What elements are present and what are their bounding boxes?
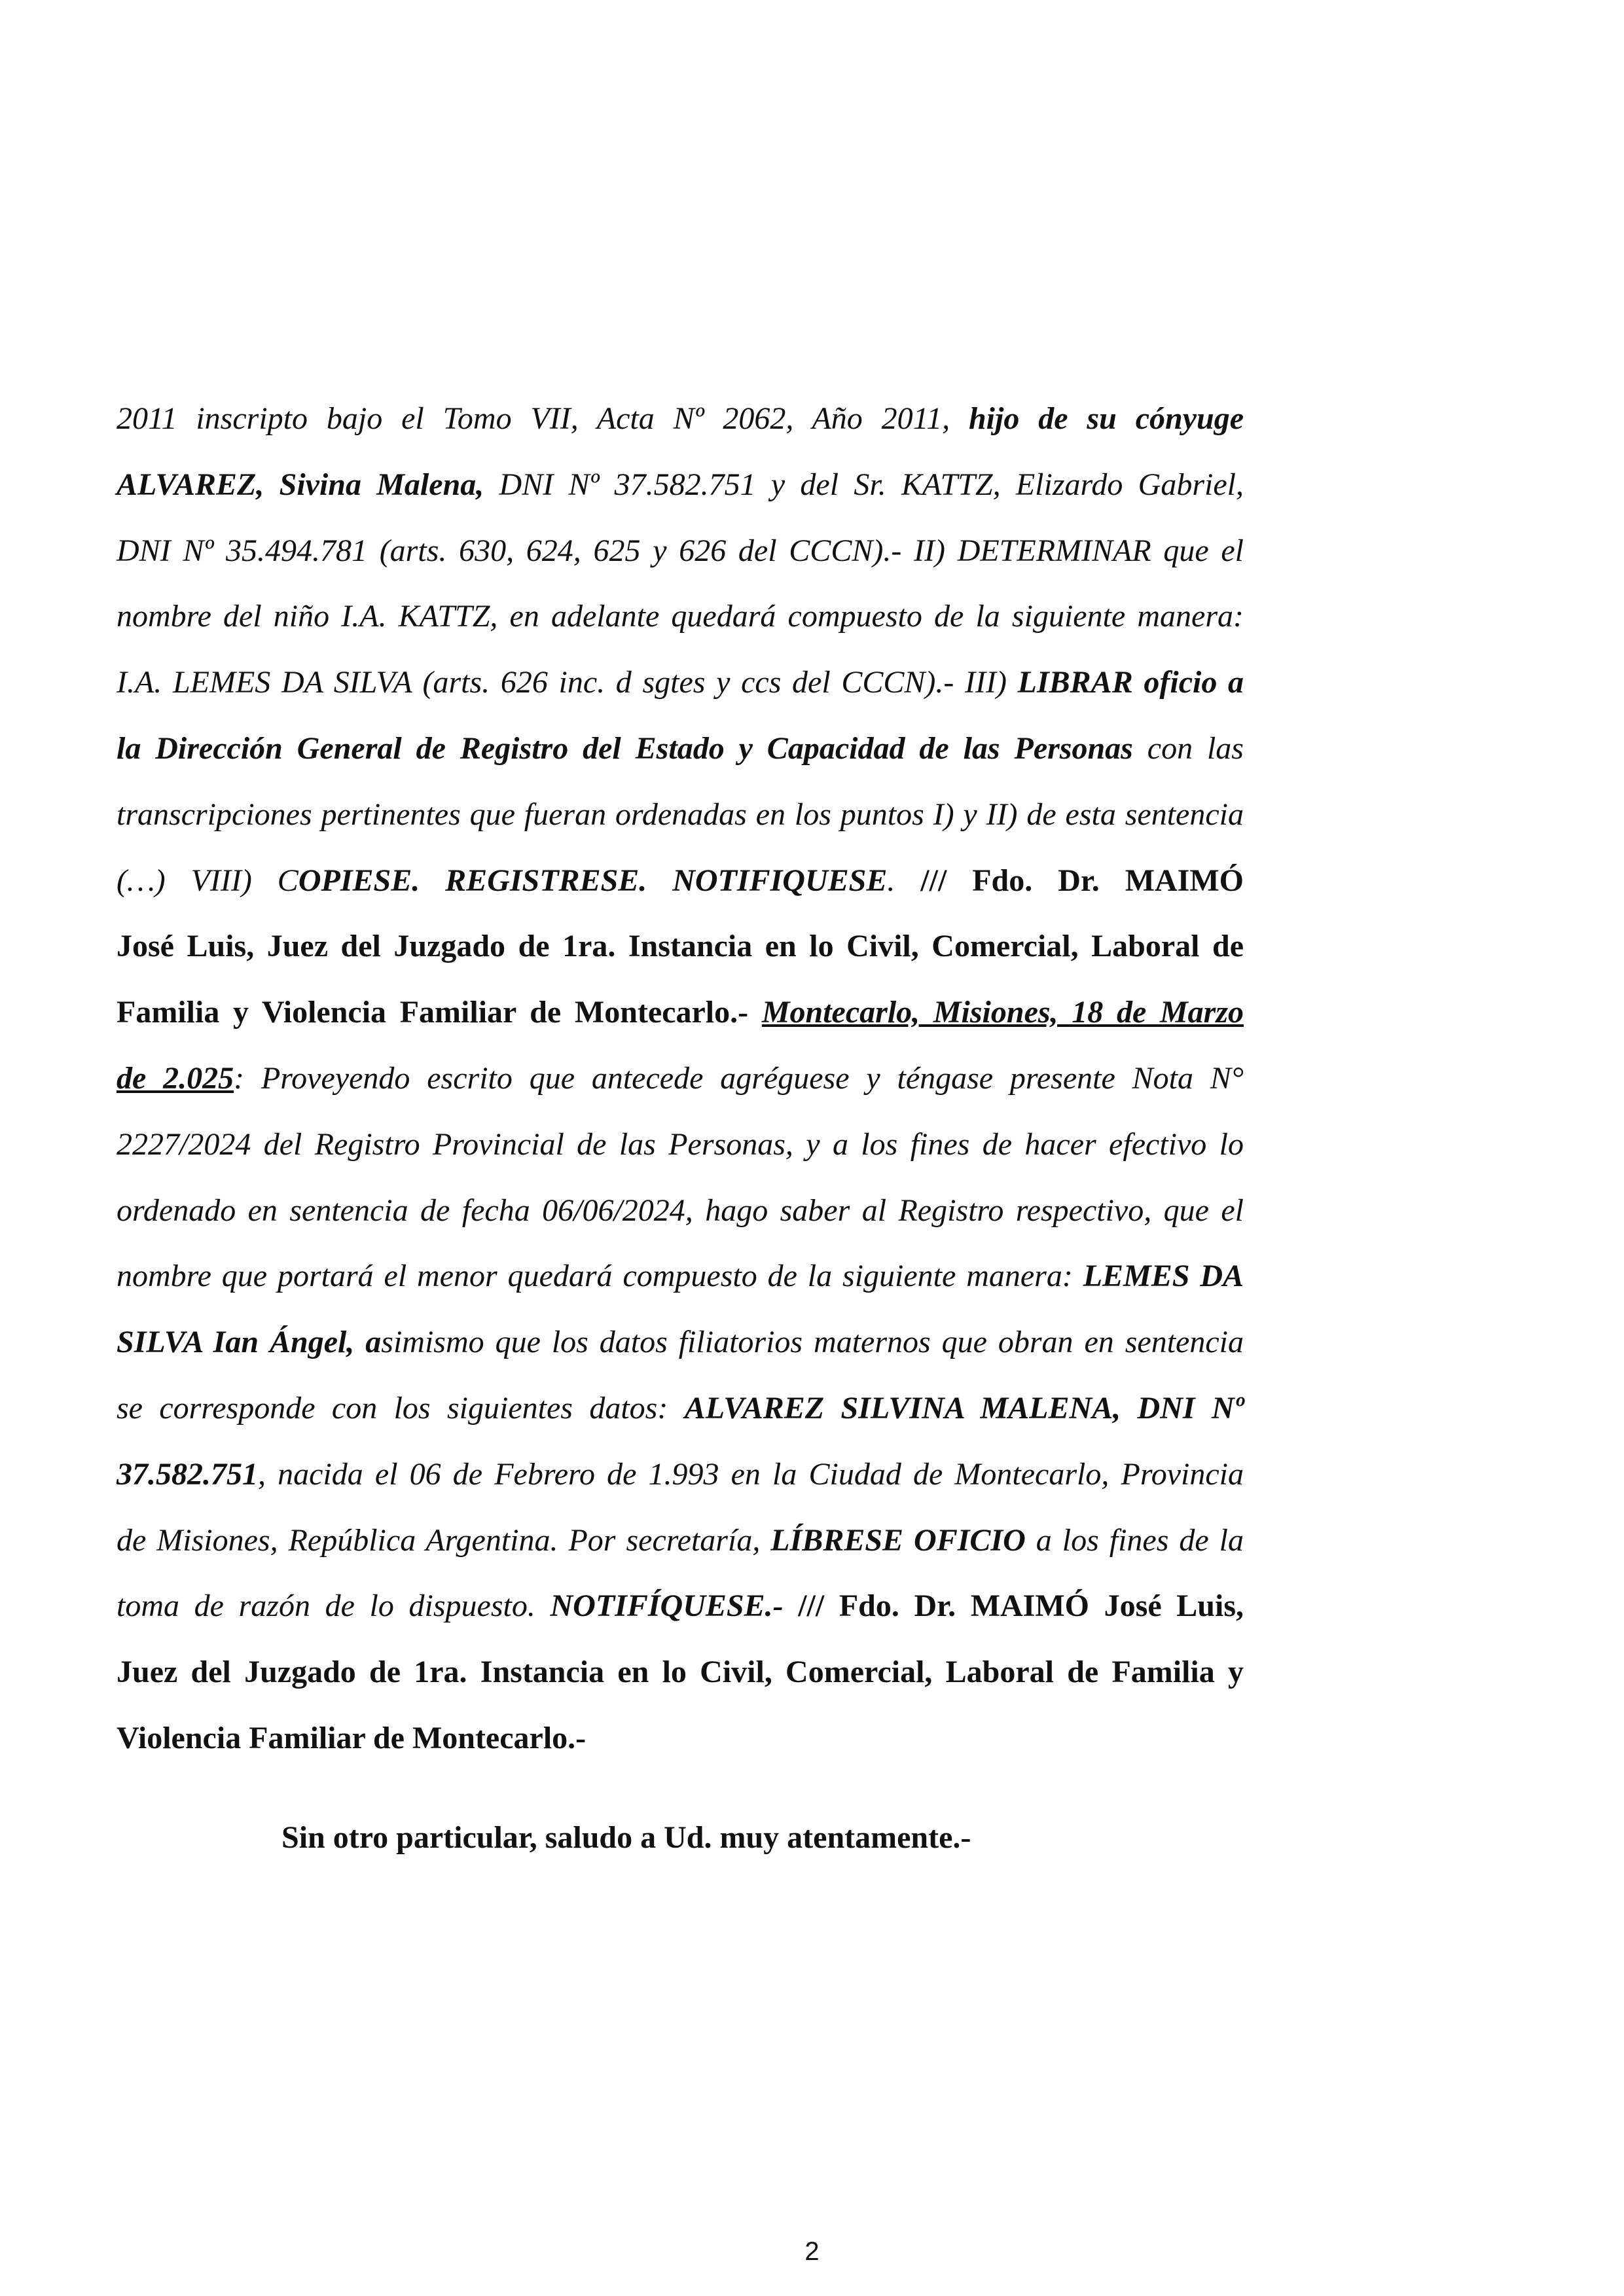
text-line — [117, 782, 1244, 848]
text-segment: SILVA Ian Ángel, a — [117, 1325, 382, 1360]
text-segment: : Proveyendo escrito que antecede agréguese y téngase presente Nota N° — [234, 1060, 1244, 1096]
text-segment: de 2.025 — [117, 1060, 234, 1096]
text-segment: 37.582.751 — [117, 1456, 258, 1492]
text-segment: DNI Nº 37.582.751 y del Sr. KATTZ, Elizardo Gabriel, — [484, 467, 1244, 502]
text-line — [117, 848, 1244, 914]
text-line — [117, 1640, 1244, 1706]
text-segment: de Misiones, República Argentina. Por secretaría, — [117, 1522, 771, 1558]
text-line — [117, 1112, 1244, 1178]
text-segment: toma de razón de lo dispuesto. — [117, 1588, 550, 1624]
text-line — [117, 1508, 1244, 1574]
text-segment: se corresponde con los siguientes datos: — [117, 1390, 685, 1426]
text-segment: la Dirección General de Registro del Estado y Capacidad de las Personas — [117, 730, 1133, 766]
text-segment: hijo de su cónyuge — [968, 401, 1244, 436]
body-text — [117, 386, 1244, 1772]
closing-line: Sin otro particular, saludo a Ud. muy atentamente.- — [281, 1820, 971, 1855]
text-segment: ordenado en sentencia de fecha 06/06/2024, hago saber al Registro respectivo, que el — [117, 1193, 1244, 1228]
text-segment: José Luis, Juez del Juzgado de 1ra. Instancia en lo Civil, Comercial, Laboral de — [117, 929, 1244, 964]
text-segment: Juez del Juzgado de 1ra. Instancia en lo Civil, Comercial, Laboral de Familia y — [117, 1655, 1244, 1690]
text-line — [117, 914, 1244, 980]
text-segment: , nacida el 06 de Febrero de 1.993 en la Ciudad de Montecarlo, Provincia — [258, 1456, 1244, 1492]
text-line — [117, 1376, 1244, 1442]
text-segment: NOTIFÍQUESE.- — [550, 1588, 784, 1624]
text-segment: LÍBRESE OFICIO — [770, 1522, 1026, 1558]
text-segment: 2011 inscripto bajo el Tomo VII, Acta Nº 2062, Año 2011, — [117, 401, 969, 436]
text-segment: LIBRAR oficio a — [1017, 665, 1244, 700]
text-segment: Montecarlo, Misiones, 18 de Marzo — [761, 995, 1244, 1030]
text-segment: a los fines de la — [1025, 1522, 1244, 1558]
text-line — [117, 716, 1244, 782]
text-segment: I.A. LEMES DA SILVA (arts. 626 inc. d sgtes y ccs del CCCN).- III) — [117, 665, 1018, 700]
text-segment: con las — [1132, 730, 1244, 766]
page-number: 2 — [804, 2237, 820, 2266]
text-line — [117, 1706, 1244, 1772]
text-segment: /// Fdo. Dr. MAIMÓ José Luis, — [783, 1588, 1244, 1624]
text-segment: Violencia Familiar de Montecarlo.- — [117, 1720, 586, 1755]
text-line — [117, 1244, 1244, 1310]
text-segment: . — [887, 863, 921, 898]
text-line — [117, 452, 1244, 518]
text-segment: ALVAREZ SILVINA MALENA, DNI Nº — [684, 1390, 1244, 1426]
text-line — [117, 518, 1244, 584]
text-segment: OPIESE. REGISTRESE. NOTIFIQUESE — [298, 863, 888, 898]
text-segment: transcripciones pertinentes que fueran ordenadas en los puntos I) y II) de esta sentencia — [117, 797, 1244, 832]
text-segment: Familia y Violencia Familiar de Montecarlo.- — [117, 995, 762, 1030]
text-line — [117, 1573, 1244, 1640]
text-segment: (…) VIII) C — [117, 863, 298, 898]
text-line — [117, 980, 1244, 1046]
text-line — [117, 386, 1244, 452]
text-segment: /// Fdo. Dr. MAIMÓ — [920, 863, 1244, 898]
text-segment: simismo que los datos filiatorios maternos que obran en sentencia — [381, 1325, 1244, 1360]
text-segment: nombre del niño I.A. KATTZ, en adelante quedará compuesto de la siguiente manera: — [117, 599, 1244, 634]
text-segment: 2227/2024 del Registro Provincial de las Personas, y a los fines de hacer efectivo lo — [117, 1126, 1244, 1162]
text-line — [117, 1046, 1244, 1112]
text-line — [117, 1442, 1244, 1508]
text-line — [117, 650, 1244, 716]
text-segment: LEMES DA — [1083, 1259, 1244, 1294]
text-segment: ALVAREZ, Sivina Malena, — [117, 467, 484, 502]
text-segment: DNI Nº 35.494.781 (arts. 630, 624, 625 y 626 del CCCN).- II) DETERMINAR que el — [117, 533, 1244, 568]
text-line — [117, 1310, 1244, 1376]
text-line — [117, 1178, 1244, 1244]
text-segment: nombre que portará el menor quedará compuesto de la siguiente manera: — [117, 1259, 1083, 1294]
text-line — [117, 584, 1244, 650]
